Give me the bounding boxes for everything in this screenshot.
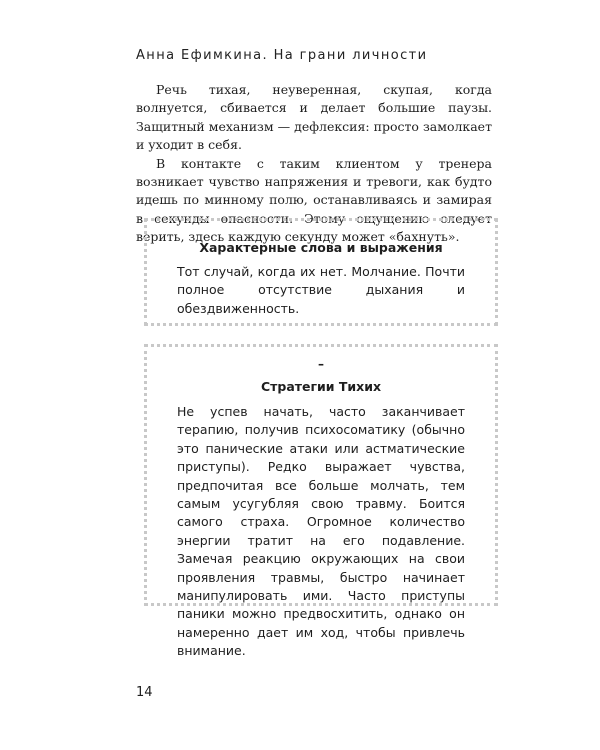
page-number: 14 xyxy=(136,685,153,700)
paragraph-1: Речь тихая, неуверенная, скупая, когда волнуется, сбивается и делает большие паузы. Защитный механизм — дефлексия: просто замолкает и уходит в себя. xyxy=(136,82,492,153)
dash-mark: – xyxy=(318,357,324,371)
strategies-title: Стратегии Тихих xyxy=(260,379,382,394)
characteristic-words-box xyxy=(144,218,498,326)
strategies-text: Не успев начать, часто заканчивает терапию, получив психосоматику (обычно это панические атаки или астматические приступы). Редко выражает чувства, предпочитая все больше молчать, тем самым усугубляя свою травму. Боится самого страха. Огромное количество энергии тратит на его подавление. Замечая реакцию окружающих на свои проявления травмы, быстро начинает манипулировать ими. Часто приступы паники можно предвосхитить, однако он намеренно дает им ход, чтобы привлечь внимание. xyxy=(177,404,465,659)
paragraph-2: В контакте с таким клиентом у тренера возникает чувство напряжения и тревоги, как будто идешь по минному полю, останавливаясь и замирая в секунды опасности. Этому ощущению следует верить, здесь каждую секунду может «бахнуть». xyxy=(136,155,492,245)
running-header: Анна Ефимкина. На грани личности xyxy=(136,48,428,63)
characteristic-words-text: Тот случай, когда их нет. Молчание. Почти полное отсутствие дыхания и обездвиженность. xyxy=(177,264,465,316)
characteristic-words-title: Характерные слова и выражения xyxy=(199,240,443,255)
strategies-box xyxy=(144,344,498,659)
